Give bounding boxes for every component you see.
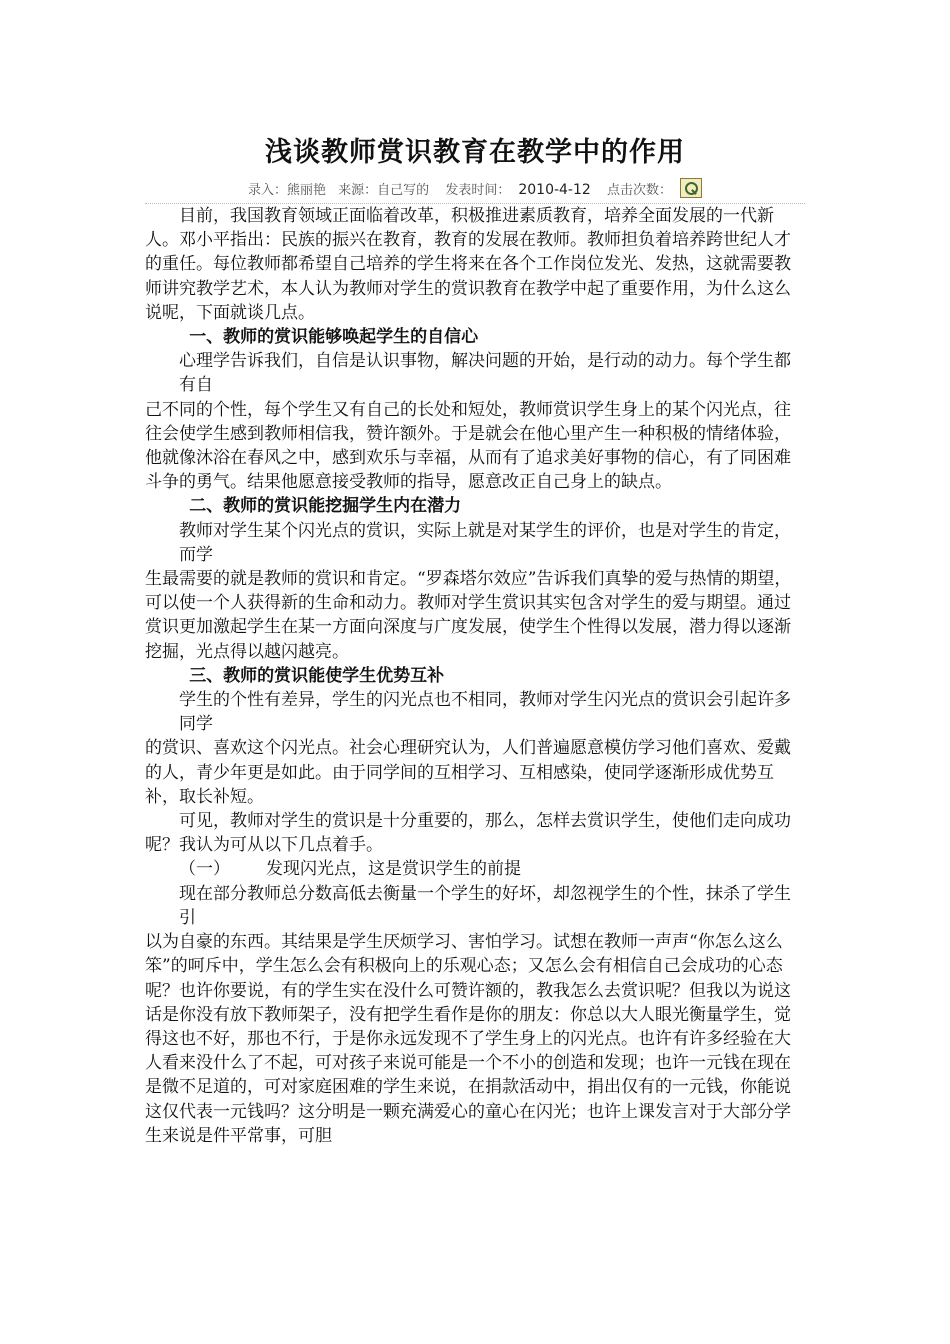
time-label: 发表时间：: [445, 183, 511, 198]
subsection-heading-1: [145, 857, 807, 881]
paragraph-4b: 以为自豪的东西。其结果是学生厌烦学习、害怕学习。试想在教师一声声“你怎么这么笨”的呵斥中，学生怎么会有积极向上的乐观心态；又怎么会有相信自己会成功的心态呢？也许你要说，有的学生实在没什么可赞许额的，教我怎么去赏识呢？但我以为说这话是你没有放下教师架子，没有把学生看作是你的朋友：你总以大人眼光衡量学生，觉得这也不好，那也不行，于是你永远发现不了学生身上的闪光点。也许有许多经验在大人看来没什么了不起，可对孩子来说可能是一个不小的创造和发现；也许一元钱在现在是微不足道的，可对家庭困难的学生来说，在捐款活动中，捐出仅有的一元钱，你能说这仅代表一元钱吗？这分明是一颗充满爱心的童心在闪光；也许上课发言对于大部分学生来说是件平常事，可胆: [145, 932, 791, 1146]
subsection-text: 发现闪光点，这是赏识学生的前提: [266, 859, 521, 880]
paragraph-1b: 己不同的个性，每个学生又有自己的长处和短处，教师赏识学生身上的某个闪光点，往往会使学生感到教师相信我，赞许额外。于是就会在他心里产生一种积极的情绪体验，他就像沐浴在春风之中，感到欢乐与幸福，从而有了追求美好事物的信心，有了同困难斗争的勇气。结果他愿意接受教师的指导，愿意改正自己身上的缺点。: [145, 399, 791, 493]
paragraph-1a: 心理学告诉我们，自信是认识事物，解决问题的开始，是行动的动力。每个学生都有自: [179, 351, 791, 396]
paragraph-intro: 目前，我国教育领域正面临着改革，积极推进素质教育，培养全面发展的一代新人。邓小平指出：民族的振兴在教育，教育的发展在教师。教师担负着培养跨世纪人才的重任。每位教师都希望自己培养的学生将来在各个工作岗位发光、发热，这就需要教师讲究教学艺术，本人认为教师对学生的赏识教育在教学中起了重要作用，为什么这么说呢，下面就谈几点。: [145, 206, 791, 323]
section-heading-3: 三、教师的赏识能使学生优势互补: [189, 665, 445, 686]
article-body: [145, 204, 807, 1148]
page-title: 浅谈教师赏识教育在教学中的作用: [265, 137, 685, 168]
hits-counter-icon: [680, 178, 702, 198]
paragraph-3b: 的赏识、喜欢这个闪光点。社会心理研究认为，人们普遍愿意模仿学习他们喜欢、爱戴的人，青少年更是如此。由于同学间的互相学习、互相感染，使同学逐渐形成优势互补，取长补短。: [145, 738, 791, 807]
paragraph-4a: 现在部分教师总分数高低去衡量一个学生的好坏，却忽视学生的个性，抹杀了学生引: [179, 883, 791, 928]
paragraph-summary: 可见，教师对学生的赏识是十分重要的，那么，怎样去赏识学生，使他们走向成功呢？我认为可从以下几点着手。: [145, 811, 791, 856]
paragraph-3a: 学生的个性有差异，学生的闪光点也不相同，教师对学生闪光点的赏识会引起许多同学: [179, 690, 791, 735]
source-label: 来源：自己写的: [338, 183, 430, 198]
article-meta: [0, 178, 950, 198]
author-label: 录入：熊丽艳: [248, 183, 327, 198]
publish-time: [441, 183, 594, 198]
paragraph-2a: 教师对学生某个闪光点的赏识，实际上就是对某学生的评价，也是对学生的肯定，而学: [179, 520, 791, 565]
section-heading-1: 一、教师的赏识能够唤起学生的自信心: [189, 327, 479, 348]
section-heading-2: 二、教师的赏识能挖掘学生内在潜力: [189, 496, 462, 517]
paragraph-2b: 生最需要的就是教师的赏识和肯定。“罗森塔尔效应”告诉我们真挚的爱与热情的期望，可以使一个人获得新的生命和动力。教师对学生赏识其实包含对学生的爱与期望。通过赏识更加激起学生在某一方面向深度与广度发展，使学生个性得以发展，潜力得以逐渐挖掘，光点得以越闪越亮。: [145, 569, 792, 662]
publish-date: 2010-4-12: [518, 182, 591, 198]
hits-label: 点击次数：: [606, 183, 672, 198]
subsection-number: （一）: [179, 859, 230, 880]
